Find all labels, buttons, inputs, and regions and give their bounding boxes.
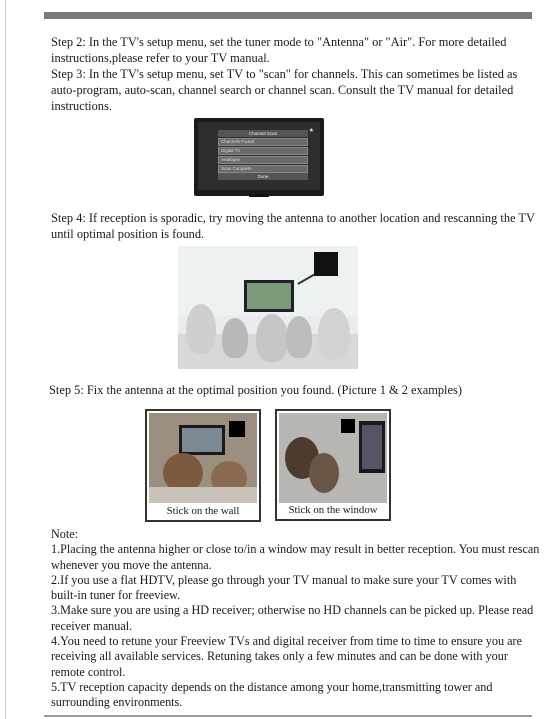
person: [222, 318, 248, 358]
menu-item: Digital TV: [218, 147, 308, 155]
menu-item: Channels Found: [218, 138, 308, 146]
window-mount-example-image: [275, 409, 391, 521]
step-3-text: Step 3: In the TV's setup menu, set TV to "scan" for channels. This can sometimes be listed as auto-program, auto-scan, channel search or channel scan. Consult the TV manual for detailed instructions.: [51, 67, 518, 113]
tv-screen: [198, 122, 320, 190]
antenna-icon: [341, 419, 355, 433]
note-item: 3.Make sure you are using a HD receiver; otherwise no HD channels can be picked up. Please read receiver manual.: [51, 603, 534, 633]
antenna-icon: [229, 421, 245, 437]
step-4-text: Step 4: If reception is sporadic, try moving the antenna to another location and rescanning the TV until optimal position is found.: [51, 211, 535, 241]
tv-channel-scan-image: [194, 118, 324, 196]
person: [256, 314, 288, 362]
tv-stand: [249, 194, 269, 197]
menu-footer: Done: [218, 173, 308, 180]
antenna-icon: [314, 252, 338, 276]
menu-title: Channel Scan: [218, 130, 308, 137]
photo-caption: Stick on the window: [288, 504, 378, 516]
notes-section: [51, 527, 541, 711]
note-item: 1.Placing the antenna higher or close to/in a window may result in better reception. You must rescan whenever you move the antenna.: [51, 542, 540, 572]
menu-item: Scan Complete: [218, 165, 308, 173]
wall-mount-example-image: [145, 409, 261, 522]
step-2-text: Step 2: In the TV's setup menu, set the tuner mode to "Antenna" or "Air". For more detailed instructions,please refer to your TV manual.: [51, 35, 507, 65]
menu-item: Analogue: [218, 156, 308, 164]
note-item: 5.TV reception capacity depends on the distance among your home,transmitting tower and surrounding environments.: [51, 679, 493, 710]
note-item: 4.You need to retune your Freeview TVs and digital receiver from time to time to ensure you are receiving all available services. Retuning takes only a few minutes and can be done with your remote control.: [51, 634, 523, 679]
photo-caption: Stick on the wall: [166, 505, 240, 517]
family-watching-tv-image: [178, 246, 358, 369]
step-5-text: Step 5: Fix the antenna at the optimal position you found. (Picture 1 & 2 examples): [49, 383, 462, 397]
photo-living-room: [149, 413, 257, 503]
person: [286, 316, 312, 358]
top-divider: [44, 12, 532, 19]
person: [318, 308, 350, 360]
tv-scan-menu: [218, 130, 308, 180]
left-border: [5, 0, 6, 719]
star-icon: ★: [308, 128, 314, 134]
bottom-divider: [44, 715, 532, 717]
tv: [244, 280, 294, 312]
person: [186, 304, 216, 354]
note-item: 2.If you use a flat HDTV, please go through your TV manual to make sure your TV comes with built-in tuner for freeview.: [51, 572, 517, 603]
photo-window-room: [279, 413, 387, 503]
notes-heading: Note:: [51, 527, 79, 541]
